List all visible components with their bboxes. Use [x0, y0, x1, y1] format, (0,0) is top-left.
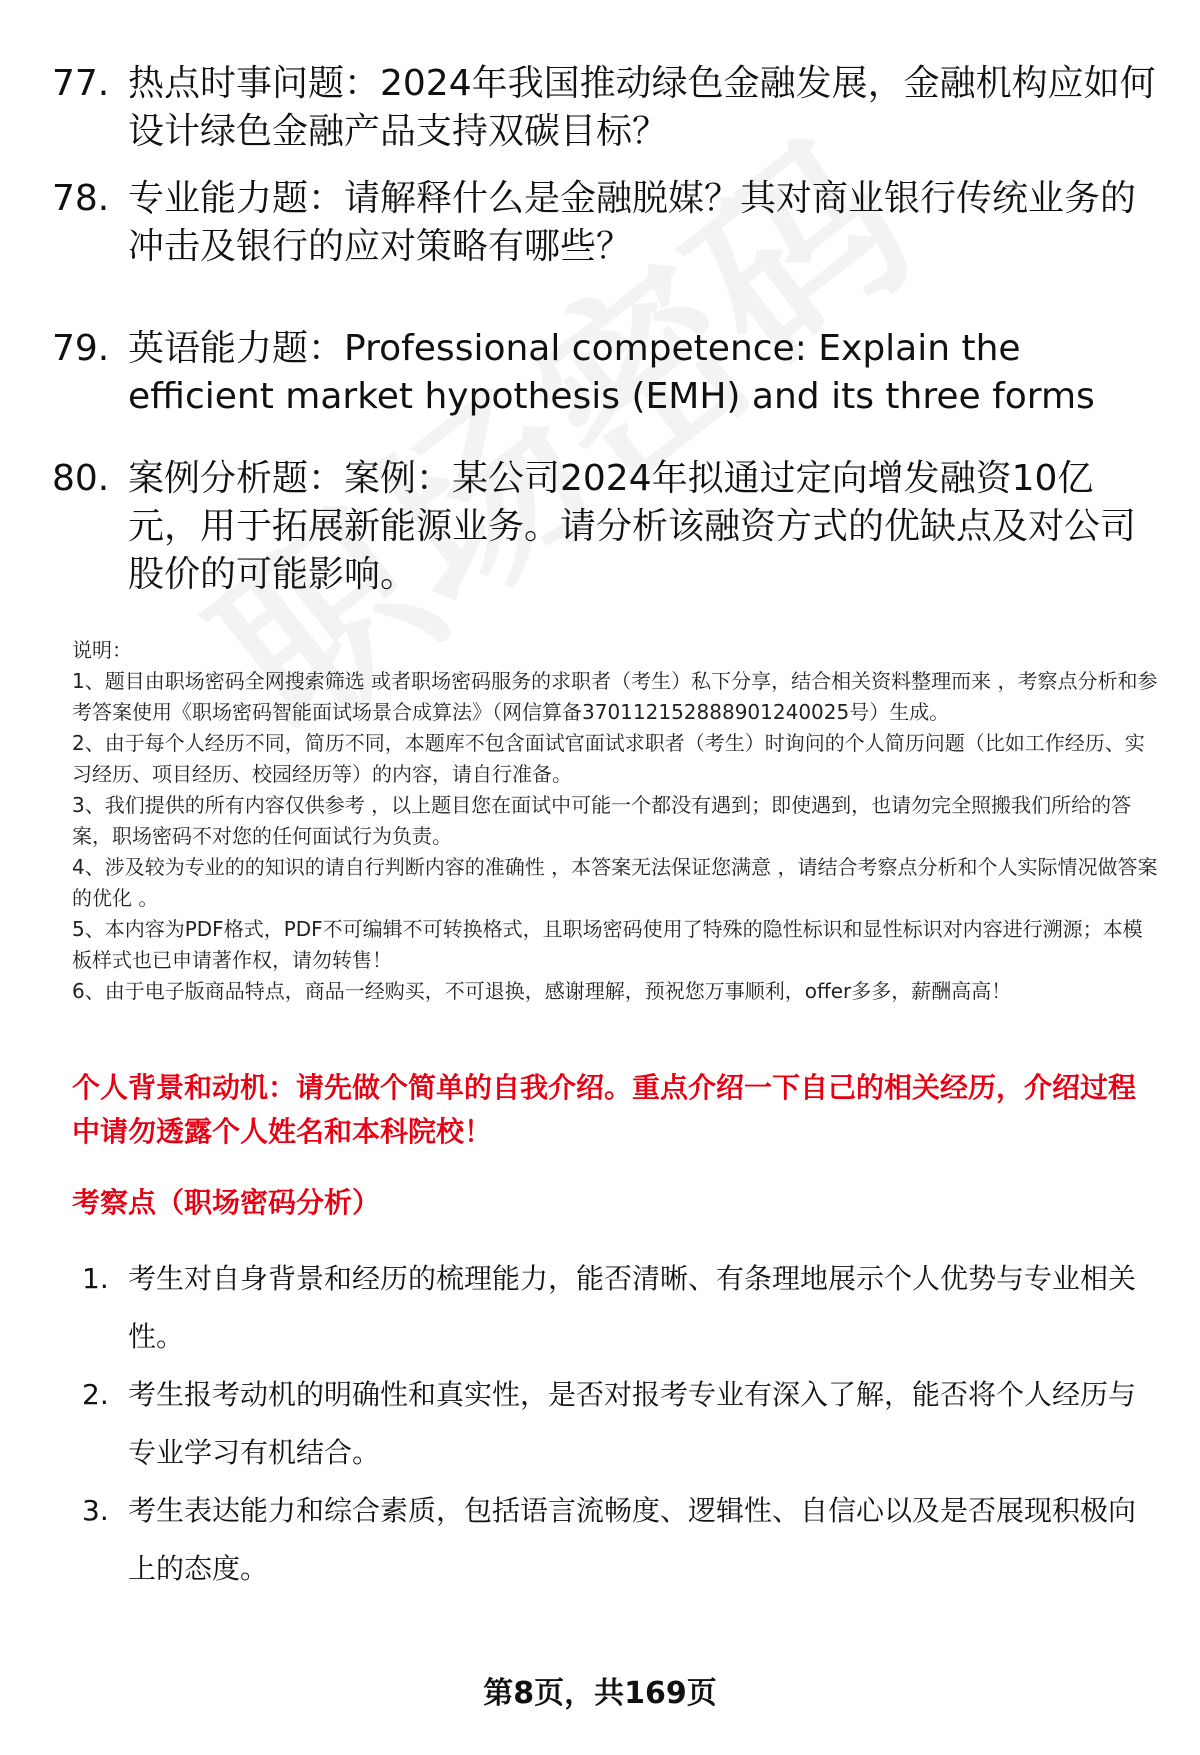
question-number: 77.	[52, 63, 110, 104]
list-item	[82, 1250, 1162, 1366]
question-78	[52, 175, 1162, 271]
question-number: 79.	[52, 328, 110, 369]
note-item: 5、本内容为PDF格式，PDF不可编辑不可转换格式，且职场密码使用了特殊的隐性标识和显性标识对内容进行溯源；本模板样式也已申请著作权，请勿转售！	[72, 917, 1143, 972]
section-heading: 个人背景和动机：请先做个简单的自我介绍。重点介绍一下自己的相关经历，介绍过程中请勿透露个人姓名和本科院校！	[72, 1071, 1137, 1148]
note-item: 4、涉及较为专业的的知识的请自行判断内容的准确性 ，本答案无法保证您满意 ，请结合考察点分析和个人实际情况做答案的优化 。	[72, 855, 1158, 910]
point-text: 考生对自身背景和经历的梳理能力，能否清晰、有条理地展示个人优势与专业相关性。	[128, 1262, 1137, 1353]
question-79	[52, 325, 1162, 421]
list-item	[82, 1366, 1162, 1482]
question-text: 专业能力题：请解释什么是金融脱媒？其对商业银行传统业务的冲击及银行的应对策略有哪些？	[128, 178, 1137, 267]
note-item: 1、题目由职场密码全网搜索筛选 或者职场密码服务的求职者（考生）私下分享，结合相关资料整理而来 ，考察点分析和参考答案使用《职场密码智能面试场景合成算法》（网信算备370112152888901240025号）生成。	[72, 669, 1158, 724]
point-number: 3.	[82, 1494, 109, 1527]
notes-title: 说明：	[72, 638, 132, 662]
point-text: 考生表达能力和综合素质，包括语言流畅度、逻辑性、自信心以及是否展现积极向上的态度。	[128, 1494, 1137, 1585]
question-80	[52, 455, 1162, 599]
note-item: 2、由于每个人经历不同，简历不同，本题库不包含面试官面试求职者（考生）时询问的个人简历问题（比如工作经历、实习经历、项目经历、校园经历等）的内容，请自行准备。	[72, 731, 1145, 786]
question-77	[52, 60, 1162, 156]
point-number: 1.	[82, 1262, 109, 1295]
question-text: 英语能力题：Professional competence: Explain the efficient market hypothesis (EMH) and its three forms	[128, 328, 1095, 417]
point-number: 2.	[82, 1378, 109, 1411]
question-number: 80.	[52, 458, 110, 499]
list-item	[82, 1482, 1162, 1598]
note-item: 6、由于电子版商品特点，商品一经购买，不可退换，感谢理解，预祝您万事顺利，offer多多，薪酬高高！	[72, 979, 1012, 1003]
notes-section	[72, 635, 1162, 1007]
question-text: 案例分析题：案例：某公司2024年拟通过定向增发融资10亿元，用于拓展新能源业务。请分析该融资方式的优缺点及对公司股价的可能影响。	[128, 458, 1137, 595]
question-text: 热点时事问题：2024年我国推动绿色金融发展，金融机构应如何设计绿色金融产品支持双碳目标？	[128, 63, 1156, 152]
section-subheading: 考察点（职场密码分析）	[72, 1186, 381, 1219]
question-number: 78.	[52, 178, 110, 219]
assessment-points	[82, 1250, 1162, 1598]
note-item: 3、我们提供的所有内容仅供参考 ，以上题目您在面试中可能一个都没有遇到；即使遇到，也请勿完全照搬我们所给的答案，职场密码不对您的任何面试行为负责。	[72, 793, 1132, 848]
point-text: 考生报考动机的明确性和真实性，是否对报考专业有深入了解，能否将个人经历与专业学习有机结合。	[128, 1378, 1137, 1469]
page-footer: 第8页，共169页	[483, 1676, 717, 1711]
